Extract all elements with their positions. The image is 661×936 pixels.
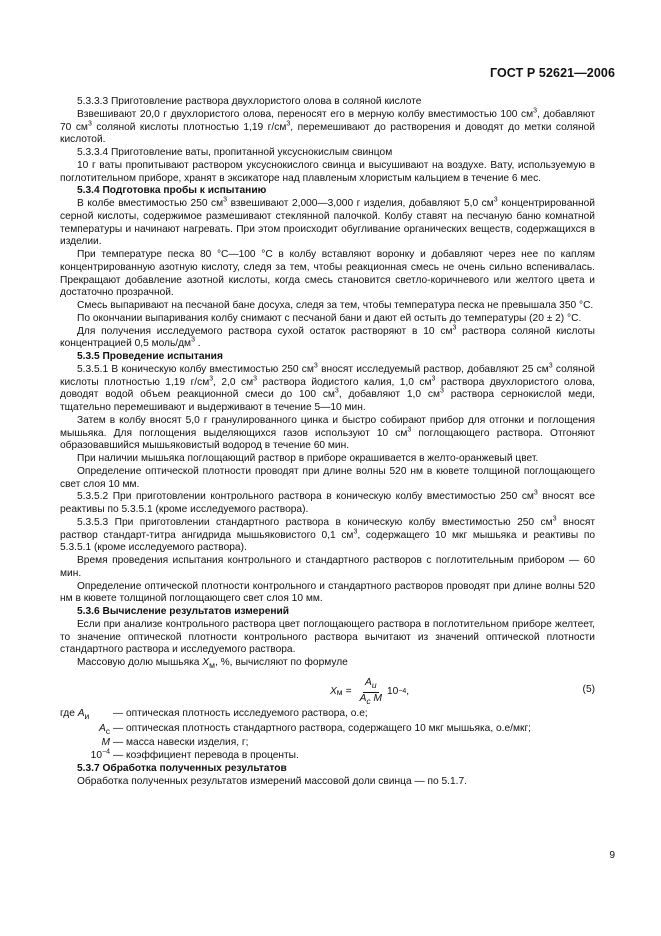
formula-fraction: $\frac{A_и}{A_с M}$ <box>359 676 382 706</box>
paragraph: При наличии мышьяка поглощающий раствор в приборе окрашивается в желто-оранжевый цвет. <box>77 453 539 464</box>
definition-row: $10^{-4}$ — коэффициент перевода в проценты. <box>90 748 299 762</box>
paragraph: 5.3.5.1 В коническую колбу вместимостью 250 $см^3$ вносят исследуемый раствор, добавляют 25 $см^3$ соляной кислоты плотностью 1,19 $г/см^3$, 2,0 $см^3$ раствора йодистого калия, 1,0 $см^3$ раствора двухлористого олова, доводят водой объем реакционной смеси до 100 $см^3$, добавляют 1,0 $см^3$ раствора сернокислой меди, тщательно перемешивают и выдерживают в течение 5—10 мин. <box>60 362 595 413</box>
paragraph: 10 г ваты пропитывают раствором уксуснокислого свинца и высушивают на воздухе. Вату, используемую в поглотительном приборе, хранят в эксикаторе над плавленым хлористым кальцием в течение 6 мес. <box>60 159 595 184</box>
definition-row: $A_с$ — оптическая плотность стандартного раствора, содержащего 10 мкг мышьяка, о.е/мкг; <box>98 722 531 736</box>
section-heading: 5.3.6 Вычисление результатов измерений <box>77 606 290 617</box>
formula-block <box>60 674 595 706</box>
paragraph: Время проведения испытания контрольного и стандартного растворов с поглотительным прибором — 60 мин. <box>60 555 595 579</box>
paragraph: По окончании выпаривания колбу снимают с песчаной бани и дают ей остыть до температуры (20 ± 2) °С. <box>77 312 582 324</box>
paragraph: Обработка полученных результатов измерений массовой доли свинца — по 5.1.7. <box>77 775 467 787</box>
paragraph: Массовую долю мышьяка $X_м$, %, вычисляют по формуле <box>77 657 348 671</box>
paragraph: Если при анализе контрольного раствора цвет поглощающего раствора в поглотительном приборе желтеет, то значение оптической плотности контрольного раствора вычитают из значений оптической плотности стандартного раствора и исследуемого раствора. <box>60 618 595 656</box>
section-heading: 5.3.7 Обработка полученных результатов <box>77 762 287 774</box>
document-header: ГОСТ Р 52621—2006 <box>489 66 615 80</box>
definition-row: M — масса навески изделия, г; <box>101 737 249 749</box>
paragraph: Определение оптической плотности проводят при длине волны 520 нм в кювете толщиной поглощающего свет слоя 10 мм. <box>60 465 595 490</box>
document-body <box>60 96 595 788</box>
paragraph: Для получения исследуемого раствора сухой остаток растворяют в 10 $см^3$ раствора соляной кислоты концентрацией 0,5 моль/$дм^3$ . <box>60 324 595 350</box>
paragraph: Определение оптической плотности контрольного и стандартного растворов проводят при длине волны 520 нм в кювете толщиной поглощающего свет слоя 10 мм. <box>60 580 595 605</box>
paragraph: В колбе вместимостью 250 $см^3$ взвешивают 2,000—3,000 г изделия, добавляют 5,0 $см^3$ концентрированной серной кислоты, содержимое размешивают стеклянной палочкой. Колбу ставят на песчаную баню комнатной температуры и начинают нагревать. При этом происходит обугливание органических веществ, содержащихся в изделии. <box>60 196 596 248</box>
paragraph: При температуре песка 80 °С—100 °С в колбу вставляют воронку и добавляют через нее по каплям концентрированную азотную кислоту, следя за тем, чтобы реакционная смесь не очень сильно вспенивалась. Прекращают добавление азотной кислоты, когда смесь становится светло-коричневого или желтого цвета и достаточно прозрачной. <box>60 249 595 299</box>
paragraph: Смесь выпаривают на песчаной бане досуха, следя за тем, чтобы температура песка не превышала 350 °С. <box>77 300 594 311</box>
formula-number: (5) <box>582 683 595 695</box>
subsection-title: 5.3.3.4 Приготовление ваты, пропитанной уксуснокислым свинцом <box>77 147 393 158</box>
page-number: 9 <box>609 850 615 861</box>
formula-definitions <box>60 708 595 763</box>
section-heading: 5.3.4 Подготовка пробы к испытанию <box>77 185 267 197</box>
paragraph: Взвешивают 20,0 г двухлористого олова, переносят его в мерную колбу вместимостью 100 $см^3$, добавляют 70 $см^3$ соляной кислоты плотностью 1,19 $г/см^3$, перемешивают до растворения и доводят до метки соляной кислотой. <box>60 107 595 146</box>
section-heading: 5.3.5 Проведение испытания <box>77 351 223 362</box>
definition-row: где $A_и$ — оптическая плотность исследуемого раствора, о.е; <box>60 707 368 721</box>
paragraph: 5.3.5.2 При приготовлении контрольного раствора в коническую колбу вместимостью 250 $см^3$ вносят все реактивы по 5.3.5.1 (кроме исследуемого раствора). <box>60 489 595 515</box>
subsection-title: 5.3.3.3 Приготовление раствора двухлористого олова в соляной кислоте <box>77 96 422 107</box>
paragraph: 5.3.5.3 При приготовлении стандартного раствора в коническую колбу вместимостью 250 $см^3$ вносят раствор стандарт-титра ангидрида мышьяковистого 0,1 $см^3$, содержащего 10 мкг мышьяка и реактивы по 5.3.5.1 (кроме исследуемого раствора). <box>60 515 596 554</box>
paragraph: Затем в колбу вносят 5,0 г гранулированного цинка и быстро собирают прибор для отгонки и поглощения мышьяка. Для поглощения выделяющихся газов используют 10 $см^3$ поглощающего раствора. Отгоняют образовавшийся мышьяковистый водород в течение 60 мин. <box>60 414 595 452</box>
formula-expression: X м = $\frac{A_и}{A_с M}$ 10 −4 , <box>330 676 410 706</box>
